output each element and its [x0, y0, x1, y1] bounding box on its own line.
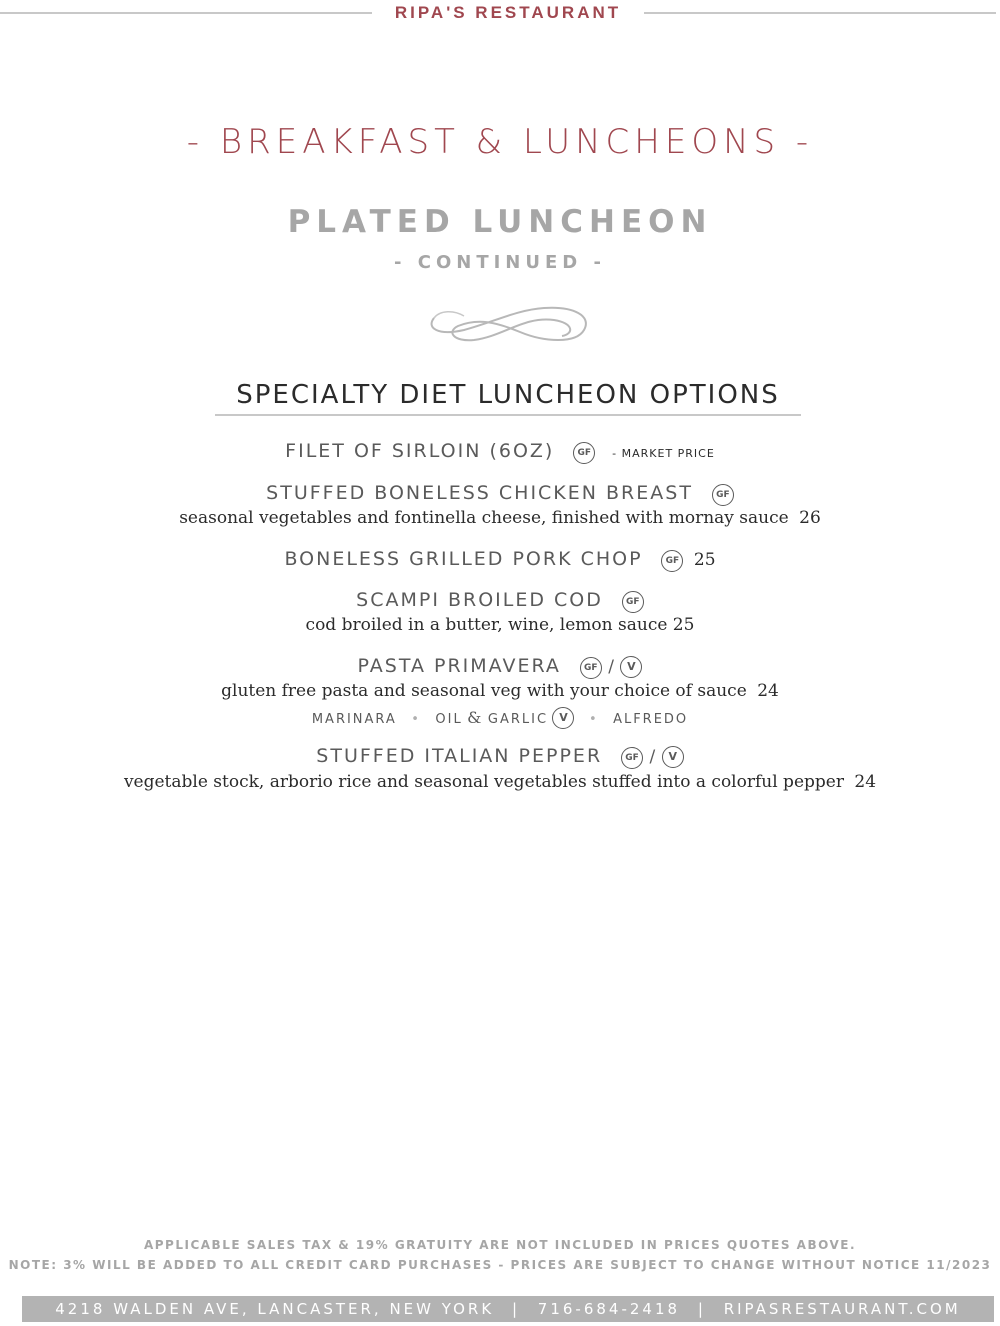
header-rule-left — [0, 12, 372, 14]
item-description-row — [0, 615, 1000, 635]
continued-label: - CONTINUED - — [394, 252, 606, 273]
restaurant-name: RIPA'S RESTAURANT — [394, 3, 622, 22]
header-rule-right — [644, 12, 996, 14]
item-description: vegetable stock, arborio rice and seasonal vegetables stuffed into a colorful pepper — [123, 772, 844, 792]
item-description: gluten free pasta and seasonal veg with your choice of sauce — [221, 681, 747, 701]
gluten-free-icon: GF — [622, 591, 644, 613]
tax-note: APPLICABLE SALES TAX & 19% GRATUITY ARE NOT INCLUDED IN PRICES QUOTES ABOVE. — [143, 1238, 857, 1252]
vegetarian-icon: V — [552, 707, 574, 729]
page-subtitle: PLATED LUNCHEON — [287, 204, 713, 240]
sauce-alfredo: ALFREDO — [613, 712, 689, 727]
menu-item — [0, 440, 1000, 464]
item-note: - MARKET PRICE — [612, 447, 715, 460]
item-name: STUFFED BONELESS CHICKEN BREAST — [266, 482, 693, 504]
menu-item — [0, 548, 1000, 572]
vegetarian-icon: V — [620, 656, 642, 678]
item-name: PASTA PRIMAVERA — [357, 655, 561, 677]
dot-separator: • — [588, 712, 599, 727]
dot-separator: • — [411, 712, 421, 727]
footer-phone: 716-684-2418 — [537, 1300, 681, 1318]
footer-bar — [22, 1296, 994, 1322]
section-title: - BREAKFAST & LUNCHEONS - — [186, 122, 814, 162]
item-description: cod broiled in a butter, wine, lemon sauce 25 — [305, 615, 695, 635]
footer-separator: | — [511, 1300, 521, 1318]
menu-item — [0, 745, 1000, 769]
ampersand: & — [467, 708, 484, 727]
slash-separator: / — [608, 657, 614, 677]
item-price: 24 — [757, 681, 779, 701]
item-description-row — [0, 772, 1000, 792]
flourish-icon — [424, 296, 594, 354]
footer-separator: | — [697, 1300, 706, 1318]
footer-website: RIPASRESTAURANT.COM — [723, 1300, 961, 1318]
item-price: 24 — [854, 772, 877, 792]
item-name: SCAMPI BROILED COD — [356, 589, 603, 611]
item-name: FILET OF SIRLOIN (6OZ) — [285, 440, 555, 462]
sauce-oil: OIL — [435, 712, 463, 727]
menu-item — [0, 589, 1000, 613]
options-title: SPECIALTY DIET LUNCHEON OPTIONS — [215, 380, 801, 416]
item-name: BONELESS GRILLED PORK CHOP — [284, 548, 643, 570]
item-description: seasonal vegetables and fontinella cheese, finished with mornay sauce — [179, 508, 789, 528]
sauce-marinara: MARINARA — [311, 712, 397, 727]
gluten-free-icon: GF — [621, 747, 643, 769]
menu-item — [0, 482, 1000, 506]
item-price: 25 — [693, 550, 716, 570]
footer-address: 4218 WALDEN AVE, LANCASTER, NEW YORK — [55, 1300, 495, 1318]
gluten-free-icon: GF — [573, 442, 595, 464]
item-description-row — [0, 508, 1000, 528]
sauce-garlic: GARLIC — [487, 712, 549, 727]
gluten-free-icon: GF — [580, 657, 602, 679]
item-name: STUFFED ITALIAN PEPPER — [316, 745, 603, 767]
sauce-options — [0, 707, 1000, 729]
gluten-free-icon: GF — [712, 484, 734, 506]
credit-card-note: NOTE: 3% WILL BE ADDED TO ALL CREDIT CARD PURCHASES - PRICES ARE SUBJECT TO CHANGE WITHOUT NOTICE 11/2023 — [8, 1258, 992, 1272]
vegetarian-icon: V — [662, 746, 684, 768]
gluten-free-icon: GF — [661, 550, 683, 572]
top-bar — [0, 0, 1000, 26]
menu-item — [0, 655, 1000, 679]
item-description-row — [0, 681, 1000, 701]
slash-separator: / — [649, 747, 656, 767]
item-price: 26 — [799, 508, 821, 528]
